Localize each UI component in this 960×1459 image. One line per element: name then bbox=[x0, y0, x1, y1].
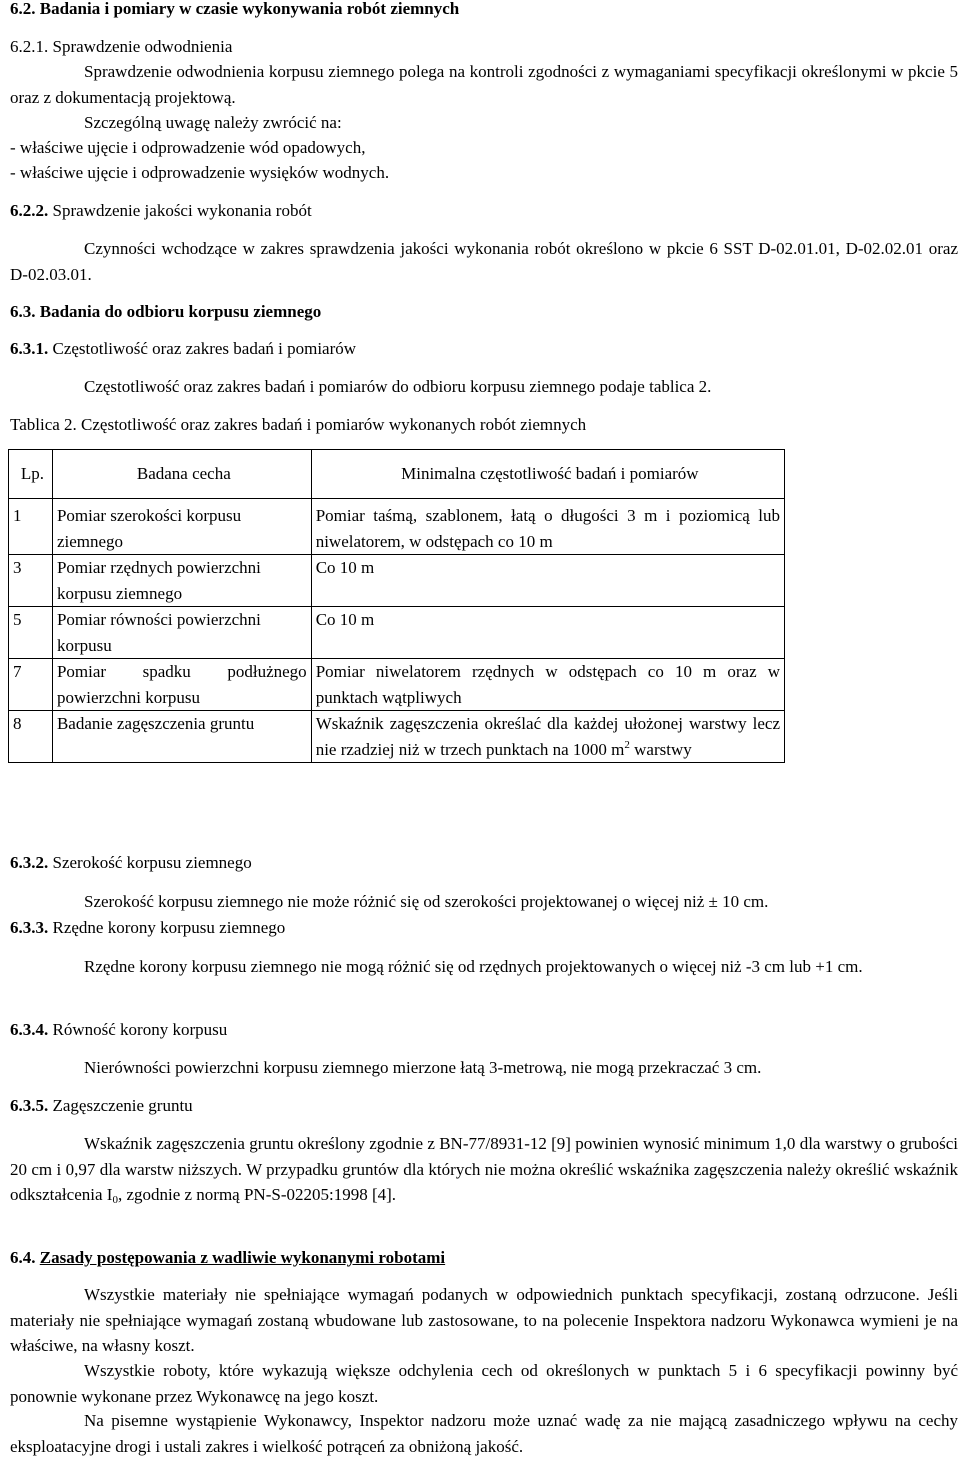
section-title: Rzędne korony korpusu ziemnego bbox=[52, 918, 286, 937]
cell-text: Wskaźnik zagęszczenia określać dla każdej ułożonej warstwy lecz nie rzadziej niż w trzech punktach na bbox=[315, 714, 780, 759]
table-row bbox=[9, 659, 785, 711]
table-cell: 3 bbox=[9, 555, 53, 607]
section-6-2-1-paragraph: Sprawdzenie odwodnienia korpusu ziemnego polega na kontroli zgodności z wymaganiami specyfikacji określonymi w pkcie 5 oraz z dokumentacją projektową. bbox=[10, 62, 958, 107]
section-6-3-3-paragraph: Rzędne korony korpusu ziemnego nie mogą różnić się od rzędnych projektowanych o więcej niż -3 cm lub +1 cm. bbox=[84, 957, 863, 976]
table-cell: Pomiar spadku podłużnego powierzchni korpusu bbox=[52, 659, 311, 711]
section-number: 6.3. bbox=[10, 302, 36, 321]
section-number: 6.2.2. bbox=[10, 201, 49, 220]
list-item: - właściwe ujęcie i odprowadzenie wysięków wodnych. bbox=[10, 163, 390, 182]
header-cell: Badana cecha bbox=[52, 450, 311, 499]
table-cell: Pomiar niwelatorem rzędnych w odstępach co 10 m oraz w punktach wątpliwych bbox=[311, 659, 784, 711]
table-cell: Pomiar taśmą, szablonem, łatą o długości 3 m i poziomicą lub niwelatorem, w odstępach co 10 m bbox=[311, 499, 784, 555]
section-6-2-1-heading: 6.2.1. Sprawdzenie odwodnienia bbox=[10, 37, 233, 56]
table-cell: 5 bbox=[9, 607, 53, 659]
table-row bbox=[9, 711, 785, 763]
header-cell: Minimalna częstotliwość badań i pomiarów bbox=[311, 450, 784, 499]
section-6-4-paragraph: Wszystkie roboty, które wykazują większe odchylenia cech od określonych w punktach 5 i 6 specyfikacji powinny być ponownie wykonane przez Wykonawcę na jego koszt. bbox=[10, 1361, 958, 1406]
table-cell: Badanie zagęszczenia gruntu bbox=[52, 711, 311, 763]
section-6-3-heading bbox=[10, 299, 958, 325]
section-6-2-2-paragraph: Czynności wchodzące w zakres sprawdzenia jakości wykonania robót określono w pkcie 6 SST D-02.01.01, D-02.02.01 oraz D-02.03.01. bbox=[10, 239, 958, 284]
superscript: 2 bbox=[624, 738, 630, 751]
section-number: 6.3.1. bbox=[10, 339, 49, 358]
section-title: Badania do odbioru korpusu ziemnego bbox=[39, 302, 322, 321]
section-title: Zagęszczenie gruntu bbox=[52, 1096, 193, 1115]
section-title: Badania i pomiary w czasie wykonywania robót ziemnych bbox=[39, 0, 460, 18]
section-6-2-heading bbox=[10, 0, 958, 22]
section-6-3-5-heading bbox=[10, 1093, 958, 1119]
table-cell: Pomiar szerokości korpusu ziemnego bbox=[52, 499, 311, 555]
table-cell: Pomiar równości powierzchni korpusu bbox=[52, 607, 311, 659]
section-title: Zasady postępowania z wadliwie wykonanymi robotami bbox=[39, 1248, 446, 1267]
cell-text-tail: 1000 $m^2$ warstwy bbox=[572, 738, 692, 759]
table-cell: Co 10 m bbox=[311, 607, 784, 659]
table-cell bbox=[311, 711, 784, 763]
section-6-3-4-paragraph: Nierówności powierzchni korpusu ziemnego mierzone łatą 3-metrową, nie mogą przekraczać 3 cm. bbox=[84, 1058, 762, 1077]
table-row bbox=[9, 607, 785, 659]
section-number: 6.3.3. bbox=[10, 918, 49, 937]
section-number: 6.3.2. bbox=[10, 853, 49, 872]
section-6-3-2-paragraph: Szerokość korpusu ziemnego nie może różnić się od szerokości projektowanej o więcej niż ± 10 cm. bbox=[84, 892, 769, 911]
section-6-3-2-heading bbox=[10, 850, 958, 876]
section-6-3-4-heading bbox=[10, 1017, 958, 1043]
table-cell: 1 bbox=[9, 499, 53, 555]
frequency-table bbox=[8, 449, 785, 763]
list-item: - właściwe ujęcie i odprowadzenie wód opadowych, bbox=[10, 138, 366, 157]
table-cell: Co 10 m bbox=[311, 555, 784, 607]
section-title: Częstotliwość oraz zakres badań i pomiarów bbox=[52, 339, 357, 358]
section-6-2-2-heading bbox=[10, 198, 958, 224]
section-title: Równość korony korpusu bbox=[52, 1020, 228, 1039]
section-title: Szerokość korpusu ziemnego bbox=[52, 853, 252, 872]
section-number: 6.2. bbox=[10, 0, 36, 18]
section-title: Sprawdzenie jakości wykonania robót bbox=[52, 201, 312, 220]
table-cell: 8 bbox=[9, 711, 53, 763]
table-row bbox=[9, 555, 785, 607]
section-6-3-1-heading bbox=[10, 336, 958, 362]
section-6-4-paragraph: Wszystkie materiały nie spełniające wymagań podanych w odpowiednich punktach specyfikacji, zostaną odrzucone. Jeśli materiały nie spełniające wymagań zostaną wbudowane lub zastosowane, to na polecenie Inspektora nadzoru Wykonawca wymieni je na właściwe, na własny koszt. bbox=[10, 1285, 958, 1355]
section-6-4-heading bbox=[10, 1245, 958, 1271]
attention-line: Szczególną uwagę należy zwrócić na: bbox=[84, 113, 342, 132]
section-6-3-1-paragraph: Częstotliwość oraz zakres badań i pomiarów do odbioru korpusu ziemnego podaje tablica 2. bbox=[84, 377, 712, 396]
section-number: 6.4. bbox=[10, 1248, 36, 1267]
subscript: 0 bbox=[112, 1194, 118, 1206]
table-row bbox=[9, 499, 785, 555]
section-6-4-paragraph: Na pisemne wystąpienie Wykonawcy, Inspektor nadzoru może uznać wadę za nie mającą zasadniczego wpływu na cechy eksploatacyjne drogi i ustali zakres i wielkość potrąceń za obniżoną jakość. bbox=[10, 1411, 958, 1456]
table-cell: Pomiar rzędnych powierzchni korpusu ziemnego bbox=[52, 555, 311, 607]
header-cell: Lp. bbox=[9, 450, 53, 499]
table-caption: Tablica 2. Częstotliwość oraz zakres badań i pomiarów wykonanych robót ziemnych bbox=[10, 415, 587, 434]
section-6-3-5-paragraph: Wskaźnik zagęszczenia gruntu określony zgodnie z BN-77/8931-12 [9] powinien wynosić minimum 1,0 dla warstwy o grubości 20 cm i 0,97 dla warstw niższych. W przypadku gruntów dla których nie można określić wskaźnika zagęszczenia należy określić wskaźnik odkształcenia $I_0$, zgodnie z normą PN-S-02205:1998 [4]. bbox=[10, 1134, 958, 1206]
section-number: 6.3.4. bbox=[10, 1020, 49, 1039]
table-header-row bbox=[9, 450, 785, 499]
section-6-3-3-heading bbox=[10, 915, 958, 941]
section-number: 6.3.5. bbox=[10, 1096, 49, 1115]
table-cell: 7 bbox=[9, 659, 53, 711]
